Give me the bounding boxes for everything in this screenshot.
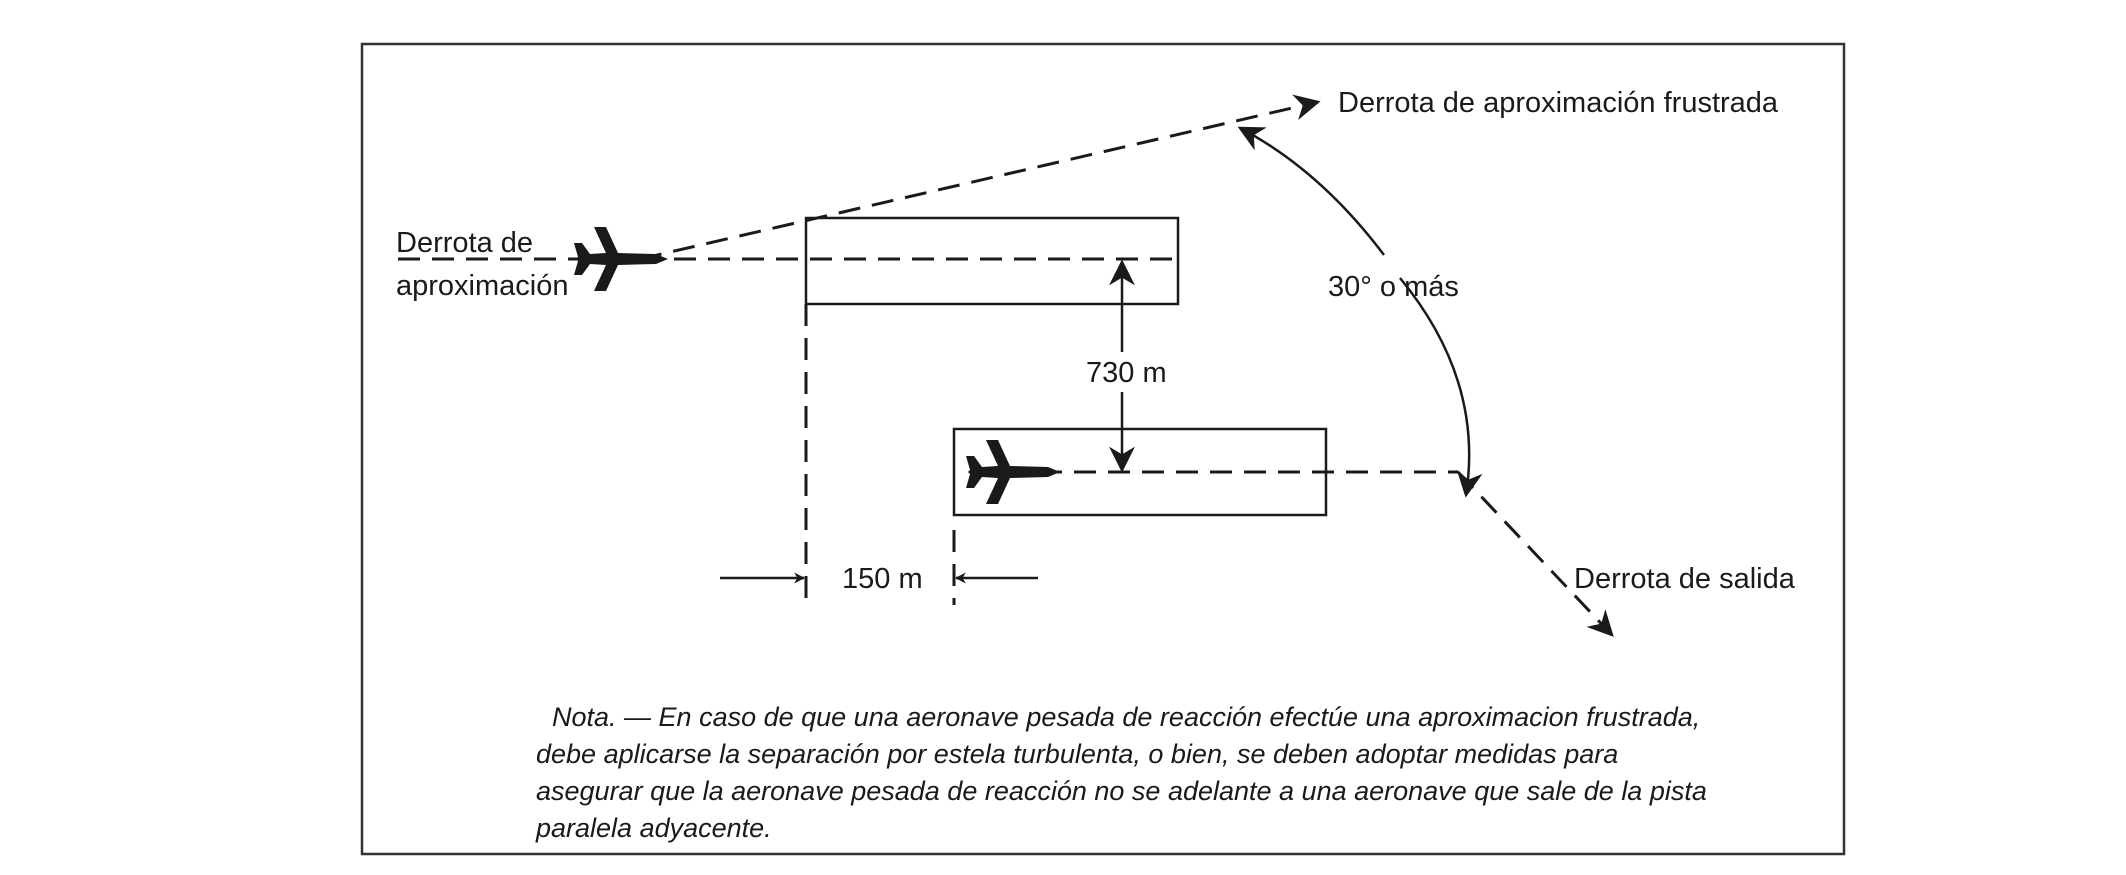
angle-label: 30° o más bbox=[1328, 271, 1459, 303]
figure-frame bbox=[362, 44, 1844, 854]
approach-label-line1: Derrota de bbox=[396, 227, 534, 259]
note-line: asegurar que la aeronave pesada de reacción no se adelante a una aeronave que sale de la pista bbox=[536, 776, 1707, 806]
note-line: debe aplicarse la separación por estela turbulenta, o bien, se deben adoptar medidas para bbox=[536, 739, 1619, 769]
separation-label: 730 m bbox=[1086, 357, 1167, 389]
approach-label-line2: aproximación bbox=[396, 270, 569, 302]
stagger-label: 150 m bbox=[842, 563, 923, 595]
departure-label: Derrota de salida bbox=[1574, 563, 1795, 595]
missed-approach-label: Derrota de aproximación frustrada bbox=[1338, 87, 1779, 119]
note-line: paralela adyacente. bbox=[536, 813, 772, 843]
note-line: Nota. — En caso de que una aeronave pesada de reacción efectúe una aproximacion frustrada, bbox=[552, 702, 1701, 732]
